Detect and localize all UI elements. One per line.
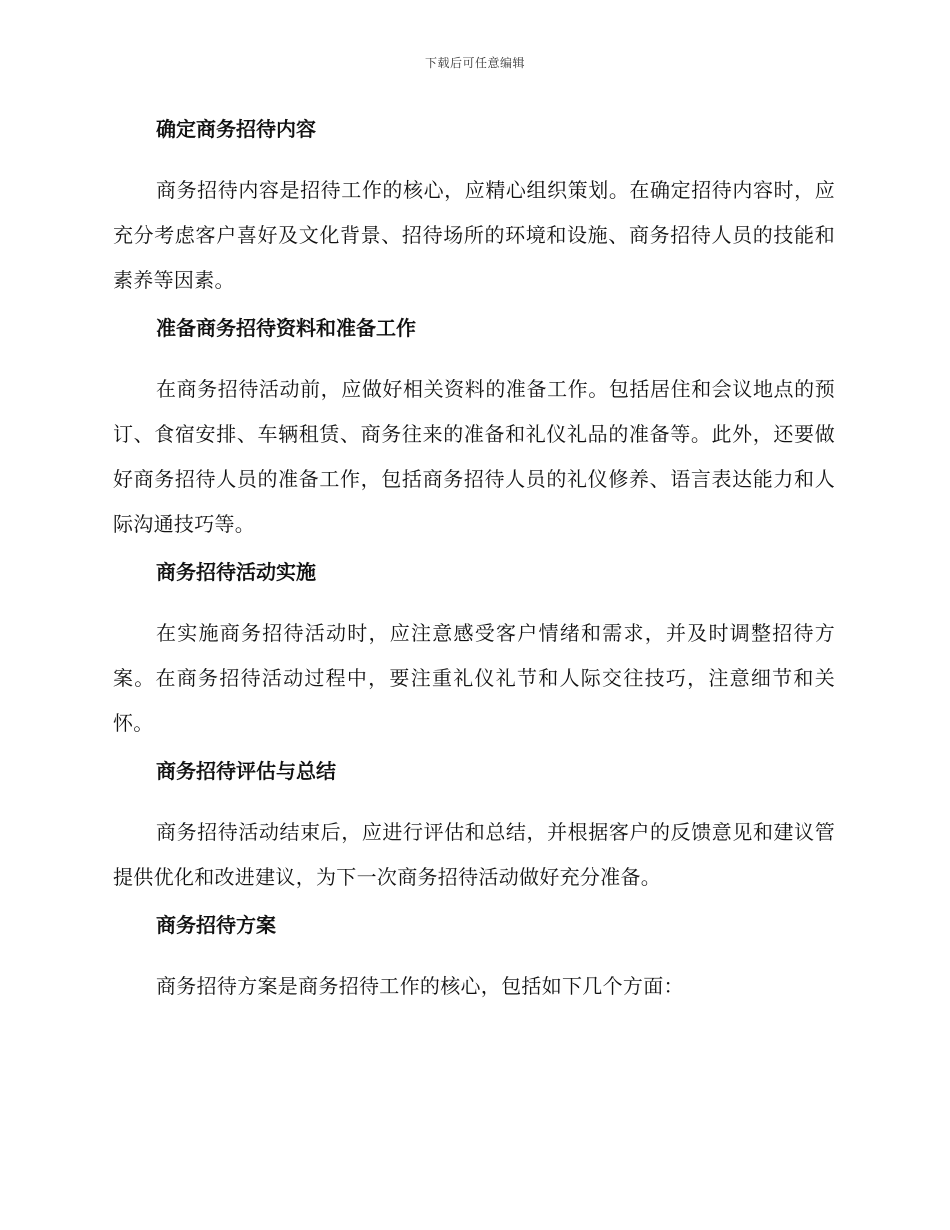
page-header-note: 下载后可任意编辑 [424, 56, 525, 70]
section-paragraph: 商务招待活动结束后，应进行评估和总结，并根据客户的反馈意见和建议管提供优化和改进建议，为下一次商务招待活动做好充分准备。 [113, 820, 835, 889]
document-body [113, 112, 835, 1009]
section-paragraph: 商务招待内容是招待工作的核心，应精心组织策划。在确定招待内容时，应充分考虑客户喜好及文化背景、招待场所的环境和设施、商务招待人员的技能和素养等因素。 [113, 178, 835, 292]
section-determine-content [113, 112, 835, 303]
section-implementation [113, 555, 835, 746]
section-heading: 商务招待评估与总结 [156, 759, 336, 783]
section-paragraph: 商务招待方案是商务招待工作的核心，包括如下几个方面： [156, 974, 684, 998]
section-paragraph: 在商务招待活动前，应做好相关资料的准备工作。包括居住和会议地点的预订、食宿安排、车辆租赁、商务往来的准备和礼仪礼品的准备等。此外，还要做好商务招待人员的准备工作，包括商务招待人员的礼仪修养、语言表达能力和人际沟通技巧等。 [113, 377, 835, 536]
section-heading: 商务招待活动实施 [156, 560, 316, 584]
section-plan [113, 908, 835, 1009]
section-heading: 商务招待方案 [156, 913, 276, 937]
section-evaluation [113, 754, 835, 900]
section-paragraph: 在实施商务招待活动时，应注意感受客户情绪和需求，并及时调整招待方案。在商务招待活动过程中，要注重礼仪礼节和人际交往技巧，注意细节和关怀。 [113, 621, 835, 735]
section-prepare-materials [113, 311, 835, 547]
section-heading: 确定商务招待内容 [156, 117, 316, 141]
section-heading: 准备商务招待资料和准备工作 [156, 316, 416, 340]
